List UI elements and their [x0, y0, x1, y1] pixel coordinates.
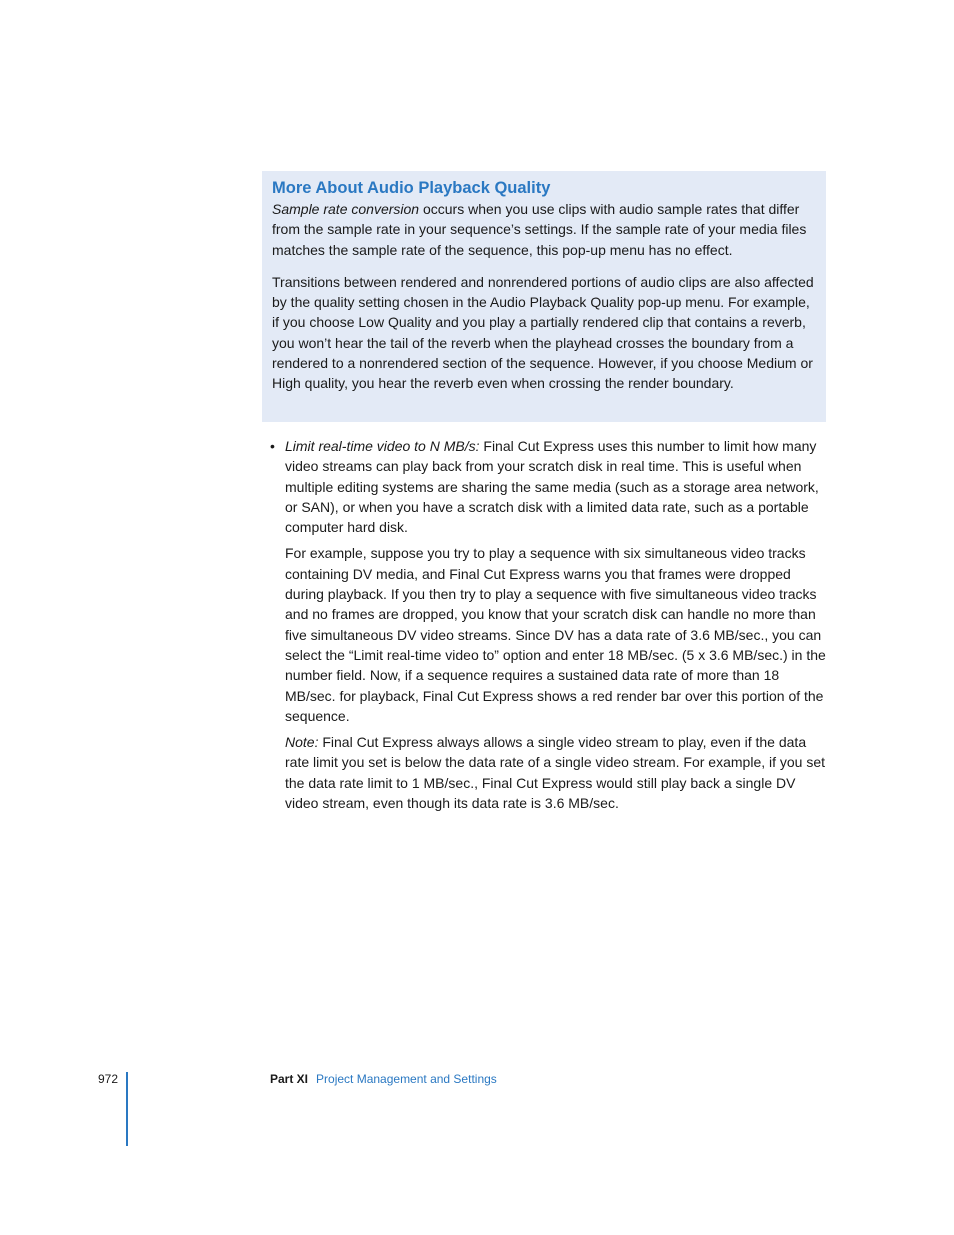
sidebar-box — [262, 171, 826, 422]
sidebar-paragraph-2: Transitions between rendered and nonrendered portions of audio clips are also affected by the quality setting chosen in the Audio Playback Quality pop-up menu. For example, if you choose Low Quality and you play a partially rendered clip that contains a reverb, you won’t hear the tail of the reverb when the playhead crosses the boundary from a rendered to a nonrendered section of the sequence. However, if you choose Medium or High quality, you hear the reverb even when crossing the render boundary. — [272, 273, 814, 392]
sidebar-term: Sample rate conversion — [272, 201, 420, 217]
example-paragraph: For example, suppose you try to play a sequence with six simultaneous video tracks containing DV media, and Final Cut Express warns you that frames were dropped during playback. If you then try to play a sequence with five simultaneous video tracks and no frames are dropped, you know that your scratch disk can handle no more than five simultaneous DV video streams. Since DV has a data rate of 3.6 MB/sec., you can select the “Limit real-time video to” option and enter 18 MB/sec. (5 x 3.6 MB/sec.) in the number field. Now, if a sequence requires a sustained data rate of more than 18 MB/sec. for playback, Final Cut Express shows a red render bar over this portion of the sequence. — [285, 545, 826, 724]
body-list — [270, 436, 826, 813]
footer-divider — [126, 1072, 128, 1146]
sidebar-paragraph-1 — [272, 199, 816, 260]
bullet-term: Limit real-time video to N MB/s: — [285, 438, 480, 454]
bullet-icon: • — [270, 438, 275, 454]
note-text: Final Cut Express always allows a single video stream to play, even if the data rate limit you set is below the data rate of a single video stream. For example, if you set the data rate limit to 1 MB/sec., Final Cut Express would still play back a single DV video stream, even though its data rate is 3.6 MB/sec. — [285, 734, 826, 812]
note-label: Note: — [285, 734, 319, 751]
sidebar-title: More About Audio Playback Quality — [272, 179, 551, 197]
list-item — [270, 436, 826, 813]
page-number: 972 — [98, 1072, 119, 1086]
footer-part-label: Part XI — [270, 1072, 309, 1086]
footer-breadcrumb — [270, 1072, 497, 1086]
bullet-paragraph — [285, 436, 826, 537]
bullet-text: Final Cut Express uses this number to limit how many video streams can play back from your scratch disk in real time. This is useful when multiple editing systems are sharing the same media (such as a storage area network, or SAN), or when you have a scratch disk with a limited data rate, such as a portable computer hard disk. — [285, 438, 819, 536]
sidebar-paragraph-1-text: occurs when you use clips with audio sample rates that differ from the sample rate in your sequence’s settings. If the sample rate of your media files matches the sample rate of the sequence, this pop-up menu has no effect. — [272, 201, 807, 258]
note-paragraph — [285, 732, 826, 813]
footer-chapter-link[interactable]: Project Management and Settings — [316, 1072, 497, 1086]
